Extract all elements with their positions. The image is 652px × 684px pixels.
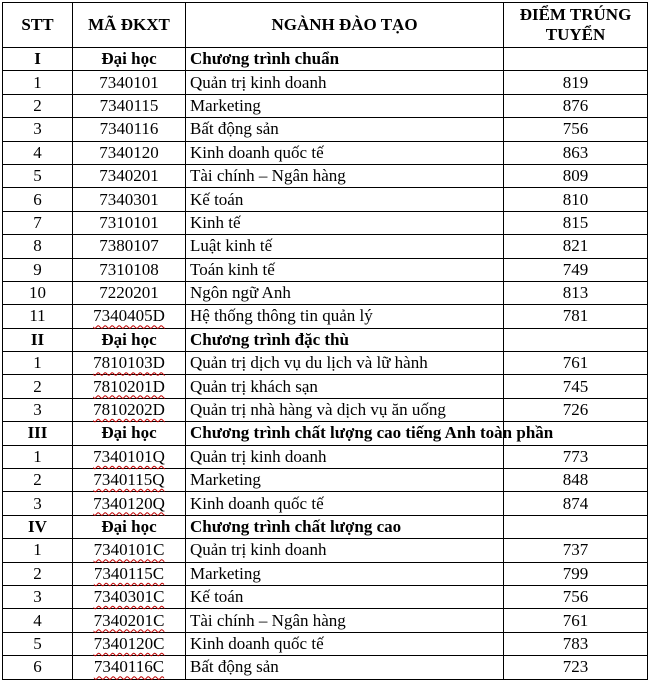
table-row [3, 211, 648, 234]
table-row [3, 94, 648, 117]
table-row [3, 609, 648, 632]
row-code [73, 188, 186, 211]
table-row [3, 562, 648, 585]
row-code-text: 7810201D [93, 376, 165, 396]
row-score: 848 [504, 469, 648, 492]
row-score: 726 [504, 398, 648, 421]
row-code [73, 235, 186, 258]
section-roman: IV [3, 515, 73, 538]
row-code [73, 281, 186, 304]
row-score: 819 [504, 71, 648, 94]
row-stt: 3 [3, 585, 73, 608]
row-code [73, 71, 186, 94]
row-code [73, 562, 186, 585]
row-code-text: 7340115 [99, 95, 159, 115]
section-title: Chương trình chất lượng cao tiếng Anh toàn phần [186, 422, 504, 445]
table-row [3, 585, 648, 608]
row-program-name: Quản trị kinh doanh [186, 539, 504, 562]
row-program-name: Bất động sản [186, 118, 504, 141]
row-program-name: Tài chính – Ngân hàng [186, 164, 504, 187]
row-program-name: Quản trị khách sạn [186, 375, 504, 398]
row-score: 821 [504, 235, 648, 258]
table-row [3, 492, 648, 515]
row-code [73, 94, 186, 117]
row-code [73, 375, 186, 398]
row-score: 756 [504, 585, 648, 608]
table-row [3, 281, 648, 304]
row-code [73, 211, 186, 234]
row-code-text: 7310108 [99, 259, 159, 279]
row-stt: 10 [3, 281, 73, 304]
row-score: 815 [504, 211, 648, 234]
table-row [3, 258, 648, 281]
row-code-text: 7340201 [99, 166, 159, 186]
row-program-name: Kinh tế [186, 211, 504, 234]
row-code-text: 7340405D [93, 306, 165, 326]
row-stt: 11 [3, 305, 73, 328]
row-score: 761 [504, 352, 648, 375]
row-stt: 3 [3, 118, 73, 141]
row-code [73, 398, 186, 421]
section-title: Chương trình đặc thù [186, 328, 504, 351]
row-code [73, 492, 186, 515]
row-code [73, 141, 186, 164]
row-code-text: 7340120 [99, 142, 159, 162]
row-program-name: Kinh doanh quốc tế [186, 492, 504, 515]
row-code [73, 609, 186, 632]
section-level: Đại học [73, 422, 186, 445]
section-row [3, 422, 648, 445]
section-score-empty [504, 48, 648, 71]
row-code [73, 656, 186, 679]
row-score: 876 [504, 94, 648, 117]
row-code-text: 7340301 [99, 189, 159, 209]
row-program-name: Ngôn ngữ Anh [186, 281, 504, 304]
section-score-empty [504, 515, 648, 538]
row-program-name: Tài chính – Ngân hàng [186, 609, 504, 632]
table-body [3, 48, 648, 680]
row-program-name: Marketing [186, 469, 504, 492]
table-row [3, 235, 648, 258]
table-row [3, 375, 648, 398]
row-code [73, 352, 186, 375]
row-program-name: Kinh doanh quốc tế [186, 632, 504, 655]
section-level: Đại học [73, 515, 186, 538]
row-code-text: 7220201 [99, 283, 159, 303]
row-program-name: Kế toán [186, 188, 504, 211]
row-score: 809 [504, 164, 648, 187]
section-level: Đại học [73, 48, 186, 71]
table-row [3, 305, 648, 328]
row-code-text: 7810202D [93, 400, 165, 420]
table-row [3, 141, 648, 164]
row-code [73, 305, 186, 328]
row-code-text: 7380107 [99, 236, 159, 256]
row-stt: 7 [3, 211, 73, 234]
row-stt: 4 [3, 141, 73, 164]
row-score: 813 [504, 281, 648, 304]
row-stt: 2 [3, 375, 73, 398]
section-title: Chương trình chuẩn [186, 48, 504, 71]
admission-scores-table [2, 2, 648, 680]
row-stt: 4 [3, 609, 73, 632]
row-score: 723 [504, 656, 648, 679]
row-code-text: 7340301C [93, 587, 165, 607]
row-stt: 6 [3, 188, 73, 211]
section-level: Đại học [73, 328, 186, 351]
row-code-text: 7340101Q [93, 446, 165, 466]
section-row [3, 515, 648, 538]
table-row [3, 118, 648, 141]
row-stt: 3 [3, 492, 73, 515]
header-stt: STT [3, 3, 73, 48]
row-code [73, 539, 186, 562]
row-program-name: Marketing [186, 562, 504, 585]
row-stt: 2 [3, 469, 73, 492]
table-header-row [3, 3, 648, 48]
row-stt: 2 [3, 94, 73, 117]
section-roman: I [3, 48, 73, 71]
table-row [3, 632, 648, 655]
row-score: 749 [504, 258, 648, 281]
row-program-name: Quản trị nhà hàng và dịch vụ ăn uống [186, 398, 504, 421]
table-row [3, 71, 648, 94]
section-title: Chương trình chất lượng cao [186, 515, 504, 538]
row-program-name: Toán kinh tế [186, 258, 504, 281]
row-program-name: Kế toán [186, 585, 504, 608]
row-code [73, 585, 186, 608]
row-code [73, 445, 186, 468]
row-stt: 1 [3, 445, 73, 468]
row-stt: 6 [3, 656, 73, 679]
row-stt: 8 [3, 235, 73, 258]
table-row [3, 469, 648, 492]
section-score-empty [504, 328, 648, 351]
table-row [3, 188, 648, 211]
row-stt: 2 [3, 562, 73, 585]
row-program-name: Hệ thống thông tin quản lý [186, 305, 504, 328]
row-score: 781 [504, 305, 648, 328]
row-stt: 1 [3, 539, 73, 562]
row-code [73, 469, 186, 492]
row-code-text: 7340115Q [93, 470, 165, 490]
table-row [3, 445, 648, 468]
header-score: ĐIỂM TRÚNG TUYỂN [504, 3, 648, 48]
row-code-text: 7340115C [93, 563, 165, 583]
row-stt: 5 [3, 632, 73, 655]
row-code-text: 7340201C [93, 610, 165, 630]
row-score: 874 [504, 492, 648, 515]
row-score: 783 [504, 632, 648, 655]
row-stt: 1 [3, 71, 73, 94]
row-score: 810 [504, 188, 648, 211]
row-stt: 3 [3, 398, 73, 421]
row-program-name: Marketing [186, 94, 504, 117]
row-score: 773 [504, 445, 648, 468]
section-roman: II [3, 328, 73, 351]
row-program-name: Quản trị kinh doanh [186, 71, 504, 94]
row-stt: 1 [3, 352, 73, 375]
row-program-name: Luật kinh tế [186, 235, 504, 258]
row-code-text: 7340120C [93, 633, 165, 653]
section-roman: III [3, 422, 73, 445]
row-code-text: 7340120Q [93, 493, 165, 513]
row-code-text: 7340116C [93, 657, 165, 677]
section-row [3, 48, 648, 71]
row-score: 761 [504, 609, 648, 632]
table-row [3, 539, 648, 562]
row-score: 745 [504, 375, 648, 398]
row-code-text: 7810103D [93, 353, 165, 373]
row-program-name: Quản trị dịch vụ du lịch và lữ hành [186, 352, 504, 375]
section-row [3, 328, 648, 351]
row-code-text: 7340116 [99, 119, 159, 139]
row-stt: 9 [3, 258, 73, 281]
row-code-text: 7310101 [99, 212, 159, 232]
row-code [73, 118, 186, 141]
row-score: 737 [504, 539, 648, 562]
row-code [73, 632, 186, 655]
row-program-name: Quản trị kinh doanh [186, 445, 504, 468]
table-row [3, 656, 648, 679]
row-stt: 5 [3, 164, 73, 187]
table-row [3, 164, 648, 187]
row-code-text: 7340101C [93, 540, 165, 560]
row-code [73, 164, 186, 187]
row-code [73, 258, 186, 281]
row-score: 863 [504, 141, 648, 164]
row-program-name: Bất động sản [186, 656, 504, 679]
table-row [3, 398, 648, 421]
document-page [2, 2, 647, 680]
table-row [3, 352, 648, 375]
row-score: 799 [504, 562, 648, 585]
header-code: MÃ ĐKXT [73, 3, 186, 48]
header-program: NGÀNH ĐÀO TẠO [186, 3, 504, 48]
row-code-text: 7340101 [99, 72, 159, 92]
row-program-name: Kinh doanh quốc tế [186, 141, 504, 164]
row-score: 756 [504, 118, 648, 141]
